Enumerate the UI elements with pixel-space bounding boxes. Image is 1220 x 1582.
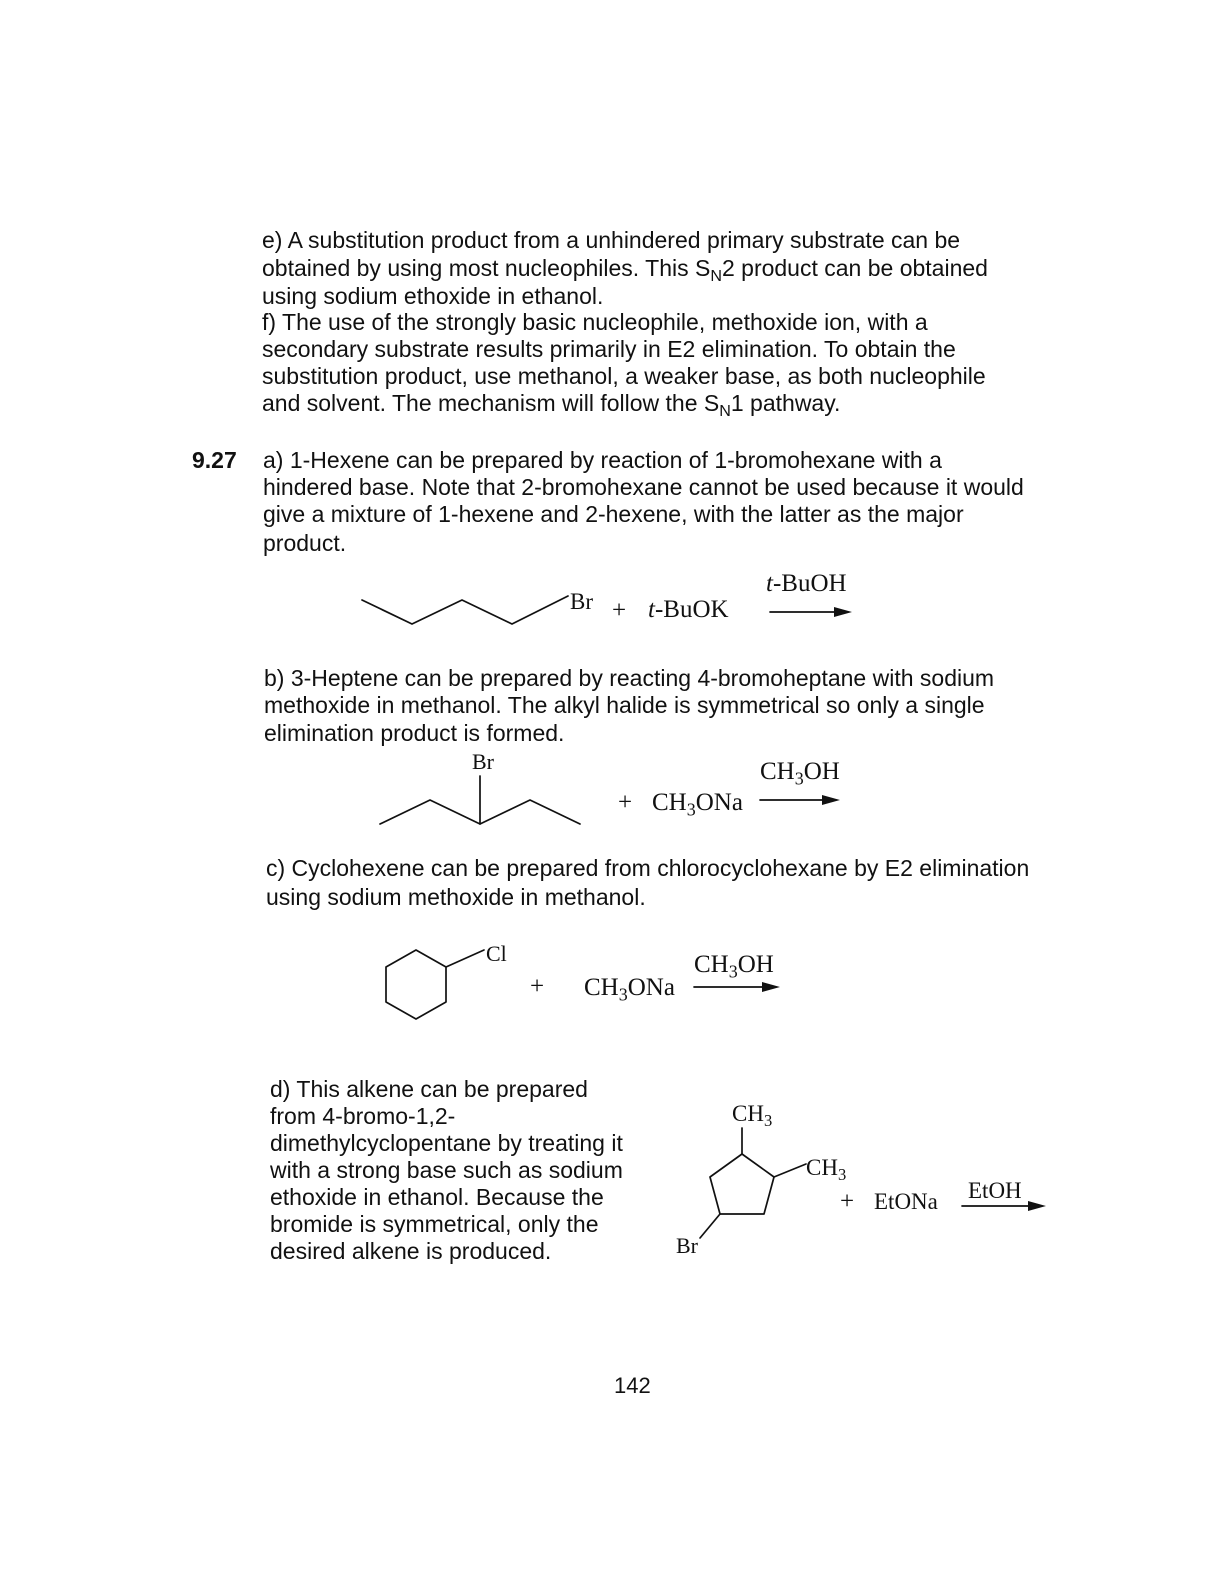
part-b-arrowhead [822,795,840,805]
part-a-arrowhead [834,607,852,617]
part-b-line-2: methoxide in methanol. The alkyl halide is symmetrical so only a single [264,692,985,718]
part-e-line-1: e) A substitution product from a unhindered primary substrate can be [262,227,961,253]
part-d-plus: + [840,1188,855,1215]
part-d-line-2: from 4-bromo-1,2- [270,1103,456,1129]
part-b-bromine-label: Br [472,749,494,774]
part-d-solvent: EtOH [968,1178,1022,1203]
part-d-arrowhead [1028,1201,1046,1211]
part-d-line-7: desired alkene is produced. [270,1238,552,1264]
part-c-line-1: c) Cyclohexene can be prepared from chlorocyclohexane by E2 elimination [266,855,1030,881]
part-a-reagent: t-BuOK [648,596,729,623]
part-d-methyl-top: $CH_3$ [732,1101,773,1130]
part-c-solvent: $CH_3OH$ [694,951,774,982]
part-f-line-3: substitution product, use methanol, a weaker base, as both nucleophile [262,363,986,389]
part-c-line-2: using sodium methoxide in methanol. [266,884,646,910]
part-d-bromine-label: Br [676,1233,698,1258]
part-a-bromohexane-skeleton [362,596,568,624]
problem-number: 9.27 [192,447,237,473]
part-a-line-1: a) 1-Hexene can be prepared by reaction of 1-bromohexane with a [263,447,942,473]
part-c-arrowhead [762,982,780,992]
part-d-methyl-right: $CH_3$ [806,1155,847,1184]
part-b-plus: + [618,789,633,816]
part-b-solvent: $CH_3OH$ [760,758,840,789]
part-a-bromine-label: Br [570,589,593,614]
part-a-line-3: give a mixture of 1-hexene and 2-hexene, with the latter as the major [263,501,964,527]
part-b-line-3: elimination product is formed. [264,720,565,746]
part-c-reagent: $CH_3ONa$ [584,974,675,1005]
part-d-line-5: ethoxide in ethanol. Because the [270,1184,604,1210]
part-d-line-3: dimethylcyclopentane by treating it [270,1130,623,1156]
part-d-line-6: bromide is symmetrical, only the [270,1211,599,1237]
part-e-line-2: obtained by using most nucleophiles. This $S_N2$ product can be obtained [262,255,988,285]
part-a-line-4: product. [263,530,347,556]
page-number: 142 [614,1373,651,1398]
part-c-cyclohexane-ring [386,950,446,1019]
part-d-line-4: with a strong base such as sodium [270,1157,623,1183]
part-f-line-2: secondary substrate results primarily in E2 elimination. To obtain the [262,336,956,362]
part-a-solvent: t-BuOH [766,570,847,597]
part-c-plus: + [530,973,545,1000]
part-b-line-1: b) 3-Heptene can be prepared by reacting 4-bromoheptane with sodium [264,665,995,691]
part-d-methyl-bond-right [774,1164,806,1177]
part-a-line-2: hindered base. Note that 2-bromohexane cannot be used because it would [263,474,1024,500]
part-f-line-4: and solvent. The mechanism will follow the $S_N1$ pathway. [262,390,841,420]
part-e-line-3: using sodium ethoxide in ethanol. [262,283,604,309]
part-d-reagent: EtONa [874,1189,938,1214]
part-a-plus: + [612,597,627,624]
part-c-chlorine-bond [446,950,484,967]
part-b-reagent: $CH_3ONa$ [652,789,743,820]
part-f-line-1: f) The use of the strongly basic nucleophile, methoxide ion, with a [262,309,928,335]
part-d-line-1: d) This alkene can be prepared [270,1076,588,1102]
part-d-cyclopentane-ring [710,1154,774,1214]
part-c-chlorine-label: Cl [486,941,507,966]
part-d-bromine-bond [700,1214,720,1238]
